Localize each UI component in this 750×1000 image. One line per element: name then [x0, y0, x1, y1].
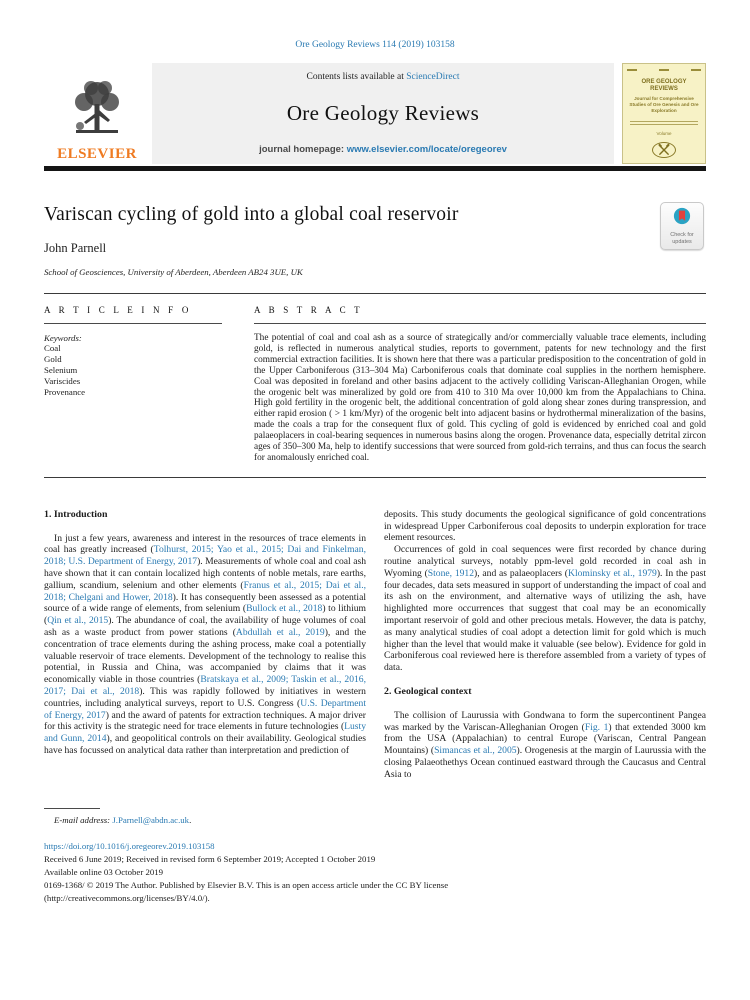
paragraph-text: ). It has consequently been assessed as a potential source of a wide range of elements, from selenium (	[44, 591, 366, 615]
paragraph-text: ). Measurements of whole coal and coal ash have shown that it can contain localized high contents of noble metals, rare earths, gallium, scandium, selenium and other elements (	[44, 556, 366, 591]
body-column-right	[384, 509, 706, 781]
article-body	[44, 509, 706, 781]
citation-link[interactable]: Abdullah et al., 2019	[235, 627, 325, 639]
citation-link[interactable]: Stone, 1912	[427, 567, 475, 579]
section-heading-geological-context: 2. Geological context	[384, 686, 472, 698]
paragraph-text: ). In the past four decades, data sets measured in support of understanding the impact of coal and its ash on the environment, and alternative ways of utilizing the ash, have highlighted more occurrences that suggest that coal may be an economically important reservoir of gold and other precious metals. However, the data is patchy, as many analytical studies of coal adopt a detection limit for gold which is much higher than the level that would make it valuable (see below). Evidence for gold in Carboniferous coal reviewed here is therefore assembled from a variety of types of data.	[384, 567, 706, 674]
elsevier-tree-icon	[64, 78, 130, 147]
intro-paragraph	[44, 533, 366, 757]
paragraph-text: ), and as palaeoplacers (	[474, 567, 569, 579]
email-line	[44, 815, 706, 825]
keyword-coal: Coal	[44, 343, 61, 353]
paragraph-text: The collision of Laurussia with Gondwana to form the supercontinent Pangea was marked by the Variscan-Alleghanian Orogen (	[384, 709, 706, 733]
citation-link[interactable]: Bratskaya et al., 2009; Taskin et al., 2016, 2017; Dai et al., 2018	[44, 674, 367, 698]
citation-link[interactable]: Tolhurst, 2015; Yao et al., 2015; Dai and Finkelman, 2018; U.S. Department of Energy, 2017	[44, 544, 366, 568]
info-abstract-section	[44, 294, 706, 464]
author-affiliation: School of Geosciences, University of Aberdeen, Aberdeen AB24 3UE, UK	[44, 267, 303, 277]
geological-context-paragraph	[384, 710, 706, 781]
paragraph-text: ). Orogenesis at the margin of Laurussia with the closing Palaeothethys Ocean continued eastward through the Caucasus and Central Asia to	[384, 745, 707, 780]
abstract-divider	[44, 477, 706, 478]
citation-link[interactable]: U.S. Department of Energy, 2017	[44, 697, 367, 721]
issn-license-line: 0169-1368/ © 2019 The Author. Published by Elsevier B.V. This is an open access article under the CC BY license	[44, 880, 449, 891]
footer-block	[44, 840, 706, 906]
article-title: Variscan cycling of gold into a global coal reservoir	[44, 204, 459, 225]
author-name: John Parnell	[44, 241, 107, 255]
keyword-gold: Gold	[44, 354, 62, 364]
citation-link[interactable]: Lusty and Gunn, 2014	[44, 721, 366, 745]
cover-top-decoration	[627, 69, 701, 71]
article-info-rule	[44, 323, 222, 324]
intro-continuation-paragraph	[384, 509, 706, 544]
body-column-left	[44, 509, 366, 781]
check-for-updates-badge[interactable]	[660, 202, 704, 250]
contents-prefix: Contents lists available at	[306, 72, 407, 82]
journal-cover-thumbnail	[622, 63, 706, 164]
occurrences-paragraph	[384, 544, 706, 674]
check-updates-label: Check for updates	[670, 232, 694, 245]
elsevier-wordmark: ELSEVIER	[57, 146, 137, 162]
citation-link[interactable]: Qin et al., 2015	[47, 615, 109, 627]
email-link[interactable]: J.Parnell@abdn.ac.uk	[112, 814, 190, 825]
doi-link[interactable]: https://doi.org/10.1016/j.oregeorev.2019.103158	[44, 840, 215, 851]
homepage-url-link[interactable]: www.elsevier.com/locate/oregeorev	[346, 144, 507, 155]
keyword-provenance: Provenance	[44, 387, 86, 397]
homepage-label: journal homepage:	[259, 144, 347, 155]
paragraph-text: ), and geopolitical controls on their availability. Geological studies have has focussed on analytical data rather than interpretation and prediction of	[44, 733, 366, 757]
elsevier-logo[interactable]	[44, 63, 150, 164]
journal-header	[44, 63, 706, 164]
article-info-column	[44, 305, 222, 464]
footnote-block	[44, 808, 706, 825]
keyword-selenium: Selenium	[44, 365, 78, 375]
abstract-column	[254, 305, 706, 464]
citation-link[interactable]: Fig. 1	[584, 721, 609, 733]
header-divider-bar	[44, 166, 706, 171]
cover-volume-note: Volume	[656, 130, 672, 136]
email-label: E-mail address:	[54, 814, 113, 825]
article-info-heading: A R T I C L E I N F O	[44, 305, 192, 315]
keyword-variscides: Variscides	[44, 376, 81, 386]
cover-decorative-lines	[630, 119, 698, 125]
footnote-rule	[44, 808, 100, 809]
citation-link[interactable]: Franus et al., 2015; Dai et al., 2018; Chelgani and Hower, 2018	[44, 579, 367, 603]
cover-title: ORE GEOLOGY REVIEWS	[641, 79, 687, 93]
paragraph-text: ) to lithium (	[44, 603, 367, 627]
paragraph-text: deposits. This study documents the geological significance of gold concentrations in widespread Upper Carboniferous coal deposits to underpin exploration for trace element resources.	[384, 508, 706, 544]
paragraph-text: ) and the award of patents for extraction techniques. A major driver for this activity is the strategic need for trace elements in future technologies (	[44, 709, 366, 733]
citation-link[interactable]: Bullock et al., 2018	[246, 603, 323, 615]
contents-line	[306, 72, 459, 82]
journal-title: Ore Geology Reviews	[286, 100, 480, 125]
available-online-line: Available online 03 October 2019	[44, 867, 164, 878]
crossed-hammers-icon	[652, 142, 676, 158]
paragraph-text: ). This was rapidly followed by initiatives in western countries, including analytical surveys, report to U.S. Congress (	[44, 686, 366, 709]
paragraph-text: ) that extended 3000 km from the USA (Appalachian) to central Europe (Variscan, Central Pangean Mountains) (	[384, 721, 707, 757]
citation-link[interactable]: Klominsky et al., 1979	[568, 567, 657, 579]
journal-citation: Ore Geology Reviews 114 (2019) 103158	[295, 40, 455, 50]
crossmark-icon	[673, 207, 691, 230]
email-period: .	[189, 814, 192, 825]
homepage-line	[259, 144, 507, 155]
sciencedirect-link[interactable]: ScienceDirect	[406, 72, 460, 82]
paragraph-text: ). The abundance of coal, the availability of huge volumes of coal ash as a waste product from power stations (	[44, 615, 366, 639]
paragraph-text: Occurrences of gold in coal sequences were first recorded by chance during routine analytical surveys, notably ppm-level gold recorded in coal ash in Wyoming (	[384, 544, 706, 579]
license-url-line: (http://creativecommons.org/licenses/BY/4.0/).	[44, 893, 210, 904]
abstract-heading: A B S T R A C T	[254, 305, 363, 315]
section-heading-introduction: 1. Introduction	[44, 508, 108, 520]
abstract-text: The potential of coal and coal ash as a source of strategically and/or commercially valuable trace elements, including gold, is reflected in numerous analytical studies, reports to government, patents for new technology and the first commercial extraction facilities. It is shown here that there was a particular predisposition to the concentration of gold in the Upper Carboniferous (313–304 Ma) Carboniferous coals that dominate coal supplies in the northern hemisphere. Coal was deposited in foreland and other basins adjacent to the actively colliding Variscan-Alleghanian Orogen, while the orogenic belt was mineralized by gold ore from 410 to 310 Ma over 10,000 km from the Appalachians to China. High gold fertility in the orogenic belt, the additional concentration of gold along shear zones during transpression, and either rapid erosion ( > 1 km/Myr) of the orogenic belt into adjacent basins or hydrothermal mineralization of the basins, made the coals a trap for the consequent flux of gold. This cycling of gold is evidenced by enriched coal and gold palaeoplacers in coal-bearing sequences in numerous basins along the orogen. Provenance data, especially detrital zircon ages of 350–300 Ma, help to identify successions that were sourced from gold-rich terrains, and thus can focus the search for anomalously enriched coal.	[254, 333, 706, 463]
received-line: Received 6 June 2019; Received in revised form 6 September 2019; Accepted 1 October 2019	[44, 853, 376, 864]
cover-subtitle: Journal for Comprehensive Studies of Ore Genesis and Ore Exploration	[629, 96, 699, 113]
citation-link[interactable]: Simancas et al., 2005	[434, 745, 517, 757]
paragraph-text: In just a few years, awareness and interest in the resources of trace elements in coal has greatly increased (	[44, 532, 366, 556]
paragraph-text: ), and the concentration of trace elements during the ashing process, make coal a potentially valuable reservoir of trace elements. Development of the technology to realise this potential, in Russia and China, was accompanied by claims that it was economically viable in those countries (	[44, 627, 367, 686]
keywords-label: Keywords:	[44, 333, 82, 343]
journal-banner	[152, 63, 614, 164]
title-block	[44, 204, 706, 277]
abstract-rule	[254, 323, 706, 324]
